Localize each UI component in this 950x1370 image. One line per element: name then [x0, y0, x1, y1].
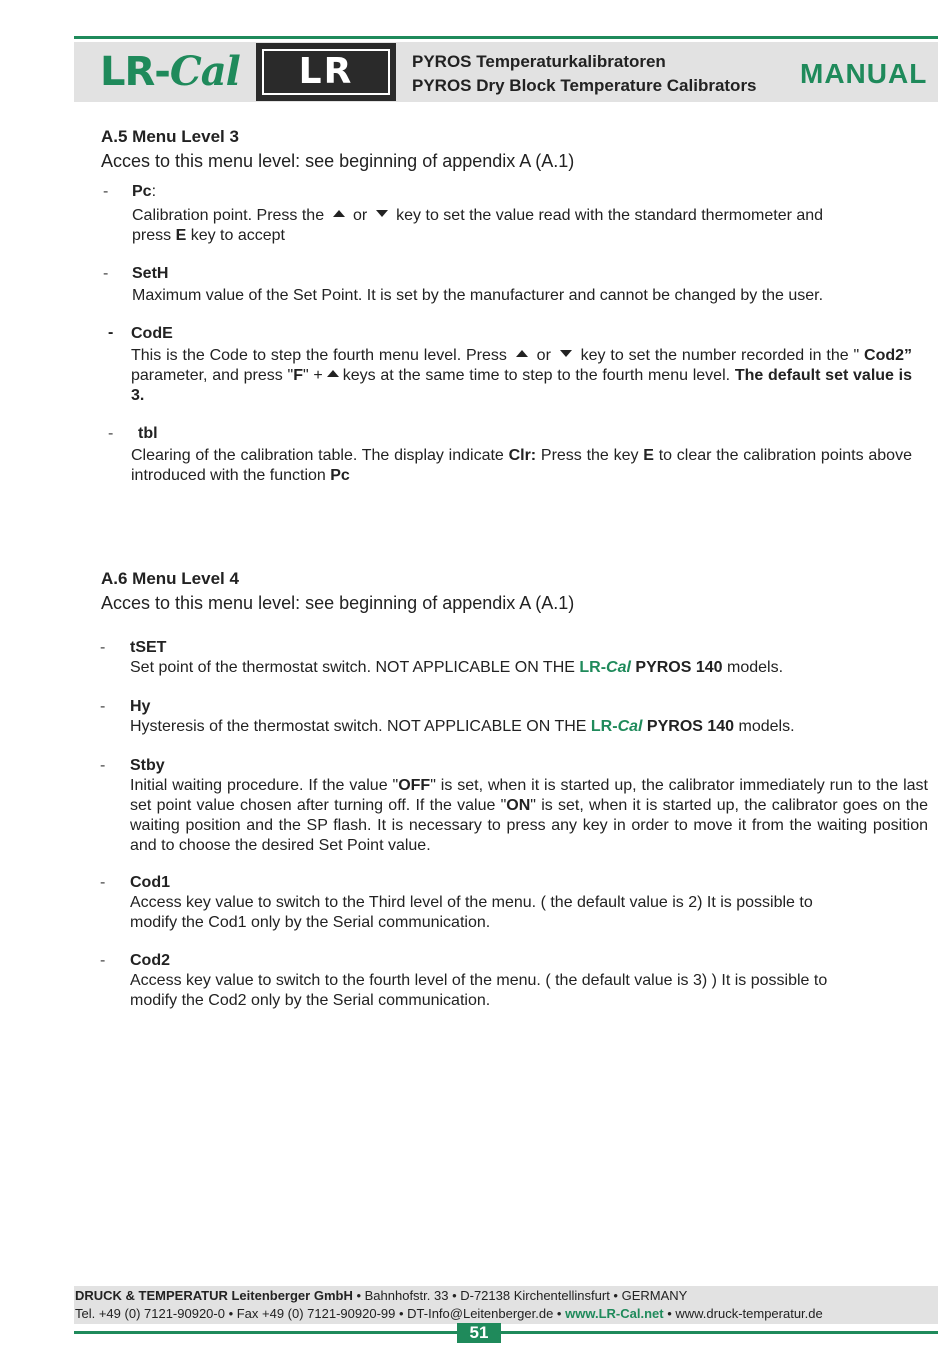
brand-lr: LR-	[590, 718, 618, 735]
stby-text-3: " is set, when it is started up, the calibrator goes on the waiting position and the SP flash. It is necessary to press any key in order to move it from the waiting position and to choose the desired Set Point value.	[130, 797, 929, 854]
stby-off: OFF	[398, 777, 431, 794]
seth-term: SetH	[132, 265, 169, 282]
tbl-text-3: to clear the calibration points above introduced with the function	[131, 447, 912, 484]
arrow-up-icon	[327, 370, 339, 377]
tbl-entry	[131, 424, 912, 486]
pc-text-3: press	[132, 227, 172, 244]
code-or: or	[536, 347, 551, 364]
tset-text: Set point of the thermostat switch. NOT APPLICABLE ON THE	[130, 659, 575, 676]
section-a6-subtitle: Acces to this menu level: see beginning of appendix A (A.1)	[101, 593, 575, 613]
tbl-text-1: Clearing of the calibration table. The display indicate	[131, 447, 504, 464]
stby-text-1: Initial waiting procedure. If the value "	[130, 777, 399, 794]
hy-term: Hy	[130, 698, 151, 715]
arrow-down-icon	[560, 350, 572, 357]
list-dash: -	[100, 952, 106, 969]
section-a5-subtitle: Acces to this menu level: see beginning of appendix A (A.1)	[101, 151, 575, 171]
header-title	[412, 50, 757, 98]
lr-logo-text: LR	[262, 49, 390, 95]
pc-or: or	[353, 207, 368, 224]
footer-rule	[74, 1331, 938, 1334]
tset-entry	[130, 638, 928, 678]
footer-contact: Tel. +49 (0) 7121-90920-0 • Fax +49 (0) 7121-90920-99 • DT-Info@Leitenberger.de •	[75, 1306, 566, 1321]
hy-entry	[130, 697, 928, 737]
arrow-down-icon	[376, 210, 388, 217]
pc-key-e: E	[175, 227, 187, 244]
header-title-en: PYROS Dry Block Temperature Calibrators	[412, 76, 757, 95]
logo-cal: Cal	[169, 48, 240, 95]
hy-text: Hysteresis of the thermostat switch. NOT APPLICABLE ON THE	[130, 718, 587, 735]
code-text-4: " +	[302, 367, 323, 384]
cod1-entry	[130, 873, 928, 933]
pc-colon: :	[151, 183, 157, 200]
stby-entry	[130, 756, 928, 856]
code-text-5: keys at the same time to step to the fourth menu level.	[342, 367, 731, 384]
code-text-1: This is the Code to step the fourth menu level. Press	[131, 347, 507, 364]
code-cod2: Cod2”	[864, 347, 913, 364]
logo-prefix: LR-	[100, 49, 170, 95]
code-entry	[131, 324, 912, 406]
cod2-text-line2: modify the Cod2 only by the Serial communication.	[130, 992, 491, 1009]
tbl-term: tbl	[138, 425, 158, 442]
brand-cal: Cal	[617, 718, 643, 735]
tbl-text-2: Press the key	[540, 447, 639, 464]
list-dash: -	[100, 698, 106, 715]
footer-address: • Bahnhofstr. 33 • D-72138 Kirchentellinsfurt • GERMANY	[352, 1288, 688, 1303]
cod1-text-line1: Access key value to switch to the Third level of the menu. ( the default value is 2) It is possible to	[130, 894, 813, 911]
lr-cal-logo	[100, 48, 240, 95]
code-text-2: key to set the number recorded in the "	[580, 347, 860, 364]
stby-term: Stby	[130, 757, 165, 774]
tbl-pc: Pc	[330, 467, 350, 484]
stby-on: ON	[506, 797, 531, 814]
models-word: models.	[738, 718, 795, 735]
code-default: The default set value is 3.	[131, 367, 913, 404]
footer-company: DRUCK & TEMPERATUR Leitenberger GmbH	[75, 1288, 353, 1303]
list-dash: -	[100, 874, 106, 891]
pc-text-4: key to accept	[190, 227, 285, 244]
pc-text-2: key to set the value read with the standard thermometer and	[396, 207, 824, 224]
model-name: PYROS 140	[646, 718, 735, 735]
list-dash: -	[103, 183, 109, 200]
manual-label: MANUAL	[800, 58, 928, 89]
pc-term: Pc	[132, 183, 152, 200]
code-text-3: parameter, and press "	[131, 367, 294, 384]
section-a6-title: A.6 Menu Level 4	[101, 569, 239, 588]
cod2-text-line1: Access key value to switch to the fourth level of the menu. ( the default value is 3) ) It is possible to	[130, 972, 828, 989]
arrow-up-icon	[333, 210, 345, 217]
list-dash: -	[100, 757, 106, 774]
seth-text: Maximum value of the Set Point. It is set by the manufacturer and cannot be changed by the user.	[132, 287, 824, 304]
cod2-entry	[130, 951, 928, 1011]
footer-web-druck[interactable]: • www.druck-temperatur.de	[663, 1306, 823, 1321]
cod1-term: Cod1	[130, 874, 170, 891]
stby-text-2: " is set, when it is started up, the calibrator immediately run to the last set point value chosen after turning off. If the value "	[130, 777, 928, 814]
model-name: PYROS 140	[635, 659, 723, 676]
tbl-clr: Clr:	[508, 447, 537, 464]
lr-logo-box	[256, 43, 396, 101]
footer-address-line	[75, 1288, 687, 1303]
brand-cal: Cal	[606, 659, 631, 676]
header-top-rule	[74, 36, 938, 39]
tbl-key-e: E	[643, 447, 654, 464]
cod1-text-line2: modify the Cod1 only by the Serial communication.	[130, 914, 491, 931]
pc-text-1: Calibration point. Press the	[132, 207, 325, 224]
header-title-de: PYROS Temperaturkalibratoren	[412, 52, 666, 71]
code-key-f: F	[293, 367, 303, 384]
pc-entry	[132, 182, 872, 246]
section-a5-title: A.5 Menu Level 3	[101, 127, 239, 146]
cod2-term: Cod2	[130, 952, 170, 969]
footer-web-link-lrcal[interactable]: www.LR-Cal.net	[565, 1306, 664, 1321]
page-number: 51	[457, 1323, 501, 1343]
arrow-up-icon	[516, 350, 528, 357]
list-dash: -	[108, 324, 114, 341]
list-dash: -	[100, 639, 106, 656]
brand-lr: LR-	[579, 659, 607, 676]
list-dash: -	[108, 425, 114, 442]
list-dash: -	[103, 265, 109, 282]
code-term: CodE	[131, 325, 173, 342]
seth-entry	[132, 264, 912, 306]
models-word: models.	[727, 659, 784, 676]
tset-term: tSET	[130, 639, 167, 656]
footer-contact-line	[75, 1306, 823, 1321]
